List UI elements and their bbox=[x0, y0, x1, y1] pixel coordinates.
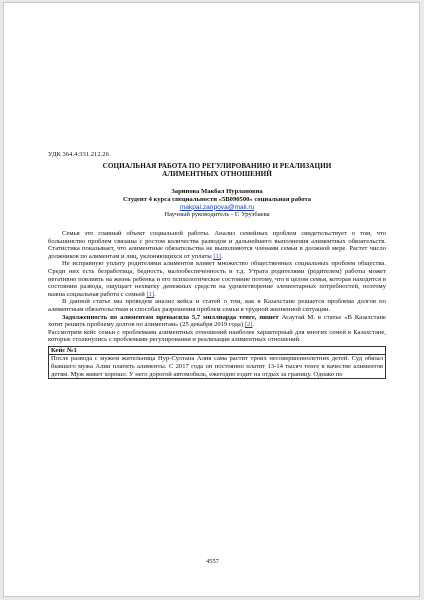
paragraph-3: В данной статье мы проведем анализ кейса и статей о том, как в Казахстане решается проблема долгов по алиментным обязательствам и способах разрешения проблем семьи в трудной жизненной ситуации. bbox=[48, 298, 386, 313]
author-email-link[interactable]: makpal.zaripova@mail.ru bbox=[179, 203, 255, 211]
paragraph-2-text: Не исправную уплату родителями алиментов влияет множество общественных социальных проблем общества. Среди них есть безработица, бедность, малообеспеченность и т.д. Утрата родителями (родителем) работы может негативно повлиять на жизнь ребенка и его психологическое состояние потому, что в целом семья, которая находится в состоянии развода, ощущает нехватку денежных средств на удовлетворение элементарных потребностей, поэтому важна социальная работа с семьей bbox=[48, 260, 386, 298]
paragraph-1: Семья это главный объект социальной работы. Анализ семейных проблем свидетельствует о том, что большинство проблем связаны с ростом количества разводов и дальнейшего выполнения алиментных обязательств. Статистика показывает, что алиментные обязательства не выполняются членами семьи в должной мере. Растет число должников по алиментам и лиц, уклоняющихся от уплаты [1]. bbox=[48, 229, 386, 260]
paragraph-2: Не исправную уплату родителями алиментов влияет множество общественных социальных проблем общества. Среди них есть безработица, бедность, малообеспеченность и т.д. Утрата родителями (родителем) работы может негативно повлиять на жизнь ребенка и его психологическое состояние потому, что в целом семья, которая находится в состоянии развода, ощущает нехватку денежных средств на удовлетворение элементарных потребностей, поэтому важна социальная работа с семьей [1]. bbox=[48, 260, 386, 298]
title-line-1: СОЦИАЛЬНАЯ РАБОТА ПО РЕГУЛИРОВАНИЮ И РЕАЛИЗАЦИИ bbox=[102, 161, 332, 170]
paragraph-4: Задолженность по алиментам превысила 5,7 миллиарда тенге, пишет Асаутай М. в статье «В Казахстане хотят решить проблему долгов по алиментам» (25 декабря 2019 года) [2]. bbox=[48, 313, 386, 329]
article-content bbox=[48, 151, 386, 379]
title-line-2: АЛИМЕНТНЫХ ОТНОШЕНИЙ bbox=[162, 170, 272, 178]
paragraph-1-text: Семья это главный объект социальной работы. Анализ семейных проблем свидетельствует о том, что большинство проблем связаны с ростом количества разводов и дальнейшего выполнения алиментных обязательств. Статистика показывает, что алиментные обязательства не выполняются членами семьи в должной мере. Растет число должников по алиментам и лиц, уклоняющихся от уплаты bbox=[48, 229, 386, 260]
supervisor: Научный руководитель - Г. Урузбаева bbox=[164, 211, 270, 219]
page-number: 4557 bbox=[206, 558, 219, 565]
citation-link-3[interactable]: [2] bbox=[244, 321, 253, 329]
paragraph-5: Рассмотрим кейс семьи с проблемами алиментных отношений наиболее характерный для многих семей в Казахстане, которые столкнулись с проблемами регулирования и реализации алиментных отношений. bbox=[48, 328, 386, 344]
case-title: Кейс №1 bbox=[49, 347, 385, 356]
udk-code: УДК 364.4:331.212.26 bbox=[48, 151, 109, 158]
article-title bbox=[54, 162, 380, 179]
citation-link-1[interactable]: [1] bbox=[213, 252, 222, 260]
author-name: Заринова Макбал Нурлановна bbox=[171, 188, 263, 196]
paragraph-4-bold: Задолженность по алиментам превысила 5,7 миллиарда тенге, пишет bbox=[62, 313, 279, 321]
document-page bbox=[3, 2, 420, 597]
author-affiliation: Студент 4 курса специальности «5В090500» социальная работа bbox=[122, 196, 312, 203]
paragraph-4-text: Асаутай М. в статье «В Казахстане хотят решить проблему долгов по алиментам» (25 декабря 2019 года) bbox=[48, 313, 386, 329]
citation-link-2[interactable]: [1] bbox=[146, 290, 155, 298]
case-text: После развода с мужем жительница Нур-Султана Алия сама растит троих несовершеннолетних детей. Суд обязал бывшего мужа Алии платить алименты. С 2017 года он постоянно платит 13-14 тысяч тенге в качестве алиментов детям. Муж живет хорошо. У него дорогой автомобиль, ежегодно ездит на отдых за границу. Однако по bbox=[51, 355, 383, 378]
case-box bbox=[48, 346, 386, 379]
